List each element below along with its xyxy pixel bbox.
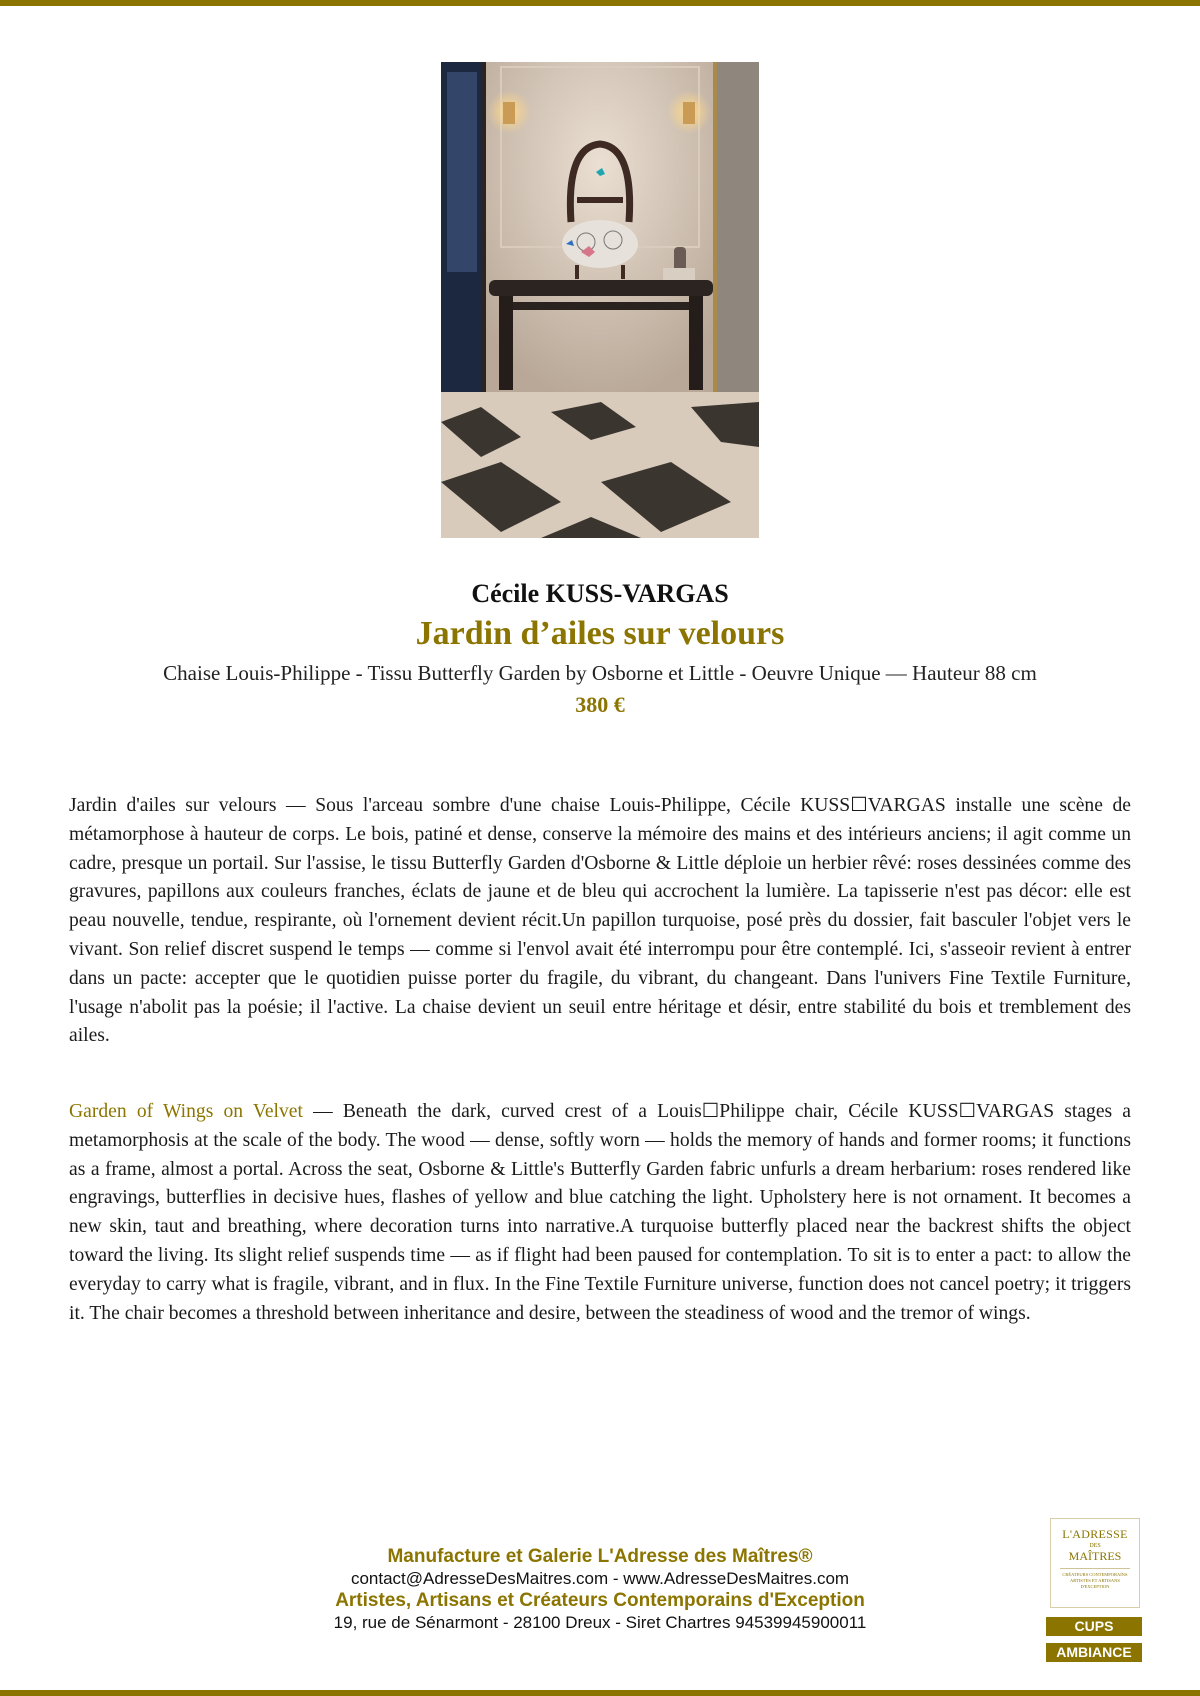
description-en-body: — Beneath the dark, curved crest of a Louis☐Philippe chair, Cécile KUSS☐VARGAS stages a metamorphosis at the scale of the body. The wood — dense, softly worn — holds the memory of hands and former rooms; it functions as a frame, almost a portal. Across the seat, Osborne & Little's Butterfly Garden fabric unfurls a dream herbarium: roses rendered like engravings, butterflies in decisive hues, flashes of yellow and blue catching the light. Upholstery here is not ornament. It becomes a new skin, taut and breathing, where decoration turns into narrative.A turquoise butterfly placed near the backrest shifts the object toward the living. Its slight relief suspends time — as if flight had been paused for contemplation. To sit is to enter a pact: to allow the everyday to carry what is fragile, vibrant, and in flux. In the Fine Textile Furniture universe, function does not cancel poetry; it triggers it. The chair becomes a threshold between inheritance and desire, between the steadiness of wood and the tremor of wings. [69,1101,1132,1324]
artwork-header [0,578,1200,720]
footer-contact[interactable]: contact@AdresseDesMaitres.com - www.AdresseDesMaitres.com [350,1569,850,1588]
cups-tag: CUPS [1046,1617,1142,1636]
logo-line-3: MAÎTRES [1068,1549,1122,1563]
footer-address: 19, rue de Sénarmont - 28100 Dreux - Siret Chartres 94539945900011 [333,1613,867,1632]
description-en [69,1098,1131,1328]
logo-line-1: L'ADRESSE [1062,1527,1128,1541]
footer-tagline: Artistes, Artisans et Créateurs Contemporains d'Exception [335,1590,865,1611]
logo-line-6: D'EXCEPTION [1080,1584,1110,1589]
footer [250,1546,950,1634]
artwork-price: 380 € [575,692,625,717]
footer-company: Manufacture et Galerie L'Adresse des Maîtres® [387,1546,813,1567]
artwork-title: Jardin d’ailes sur velours [415,615,785,652]
logo-line-2: DES [1089,1543,1101,1549]
artwork-subtitle: Chaise Louis-Philippe - Tissu Butterfly Garden by Osborne et Little - Oeuvre Unique — Hauteur 88 cm [163,661,1037,685]
description-fr: Jardin d'ailes sur velours — Sous l'arceau sombre d'une chaise Louis-Philippe, Cécile KUSS☐VARGAS installe une scène de métamorphose à hauteur de corps. Le bois, patiné et dense, conserve la mémoire des mains et des intérieurs anciens; il agit comme un cadre, presque un portail. Sur l'assise, le tissu Butterfly Garden d'Osborne & Little déploie un herbier rêvé: roses dessinées comme des gravures, papillons aux couleurs franches, éclats de jaune et de bleu qui accrochent la lumière. La tapisserie n'est pas décor: elle est peau nouvelle, tendue, respirante, où l'ornement devient récit.Un papillon turquoise, posé près du dossier, fait basculer l'objet vers le vivant. Son relief discret suspend le temps — comme si l'envol avait été interrompu pour être contemplé. Ici, s'asseoir revient à entrer dans un pacte: accepter que le quotidien puisse porter du fragile, du vibrant, du changeant. Dans l'univers Fine Textile Furniture, l'usage n'abolit pas la poésie; il l'active. La chaise devient un seuil entre héritage et désir, entre stabilité du bois et tremblement des ailes. [69,795,1131,1047]
logo-line-4: CRÉATEURS CONTEMPORAINS [1062,1572,1128,1577]
ambiance-tag: AMBIANCE [1046,1643,1142,1662]
logo-line-5: ARTISTES ET ARTISANS [1070,1578,1120,1583]
description-en-lead: Garden of Wings on Velvet [69,1101,303,1122]
gallery-logo [1050,1518,1140,1608]
logo-divider [1060,1568,1130,1569]
bottom-border-bar [0,1690,1200,1696]
top-border-bar [0,0,1200,6]
artwork-photo [441,62,759,538]
artist-name: Cécile KUSS-VARGAS [471,579,729,608]
